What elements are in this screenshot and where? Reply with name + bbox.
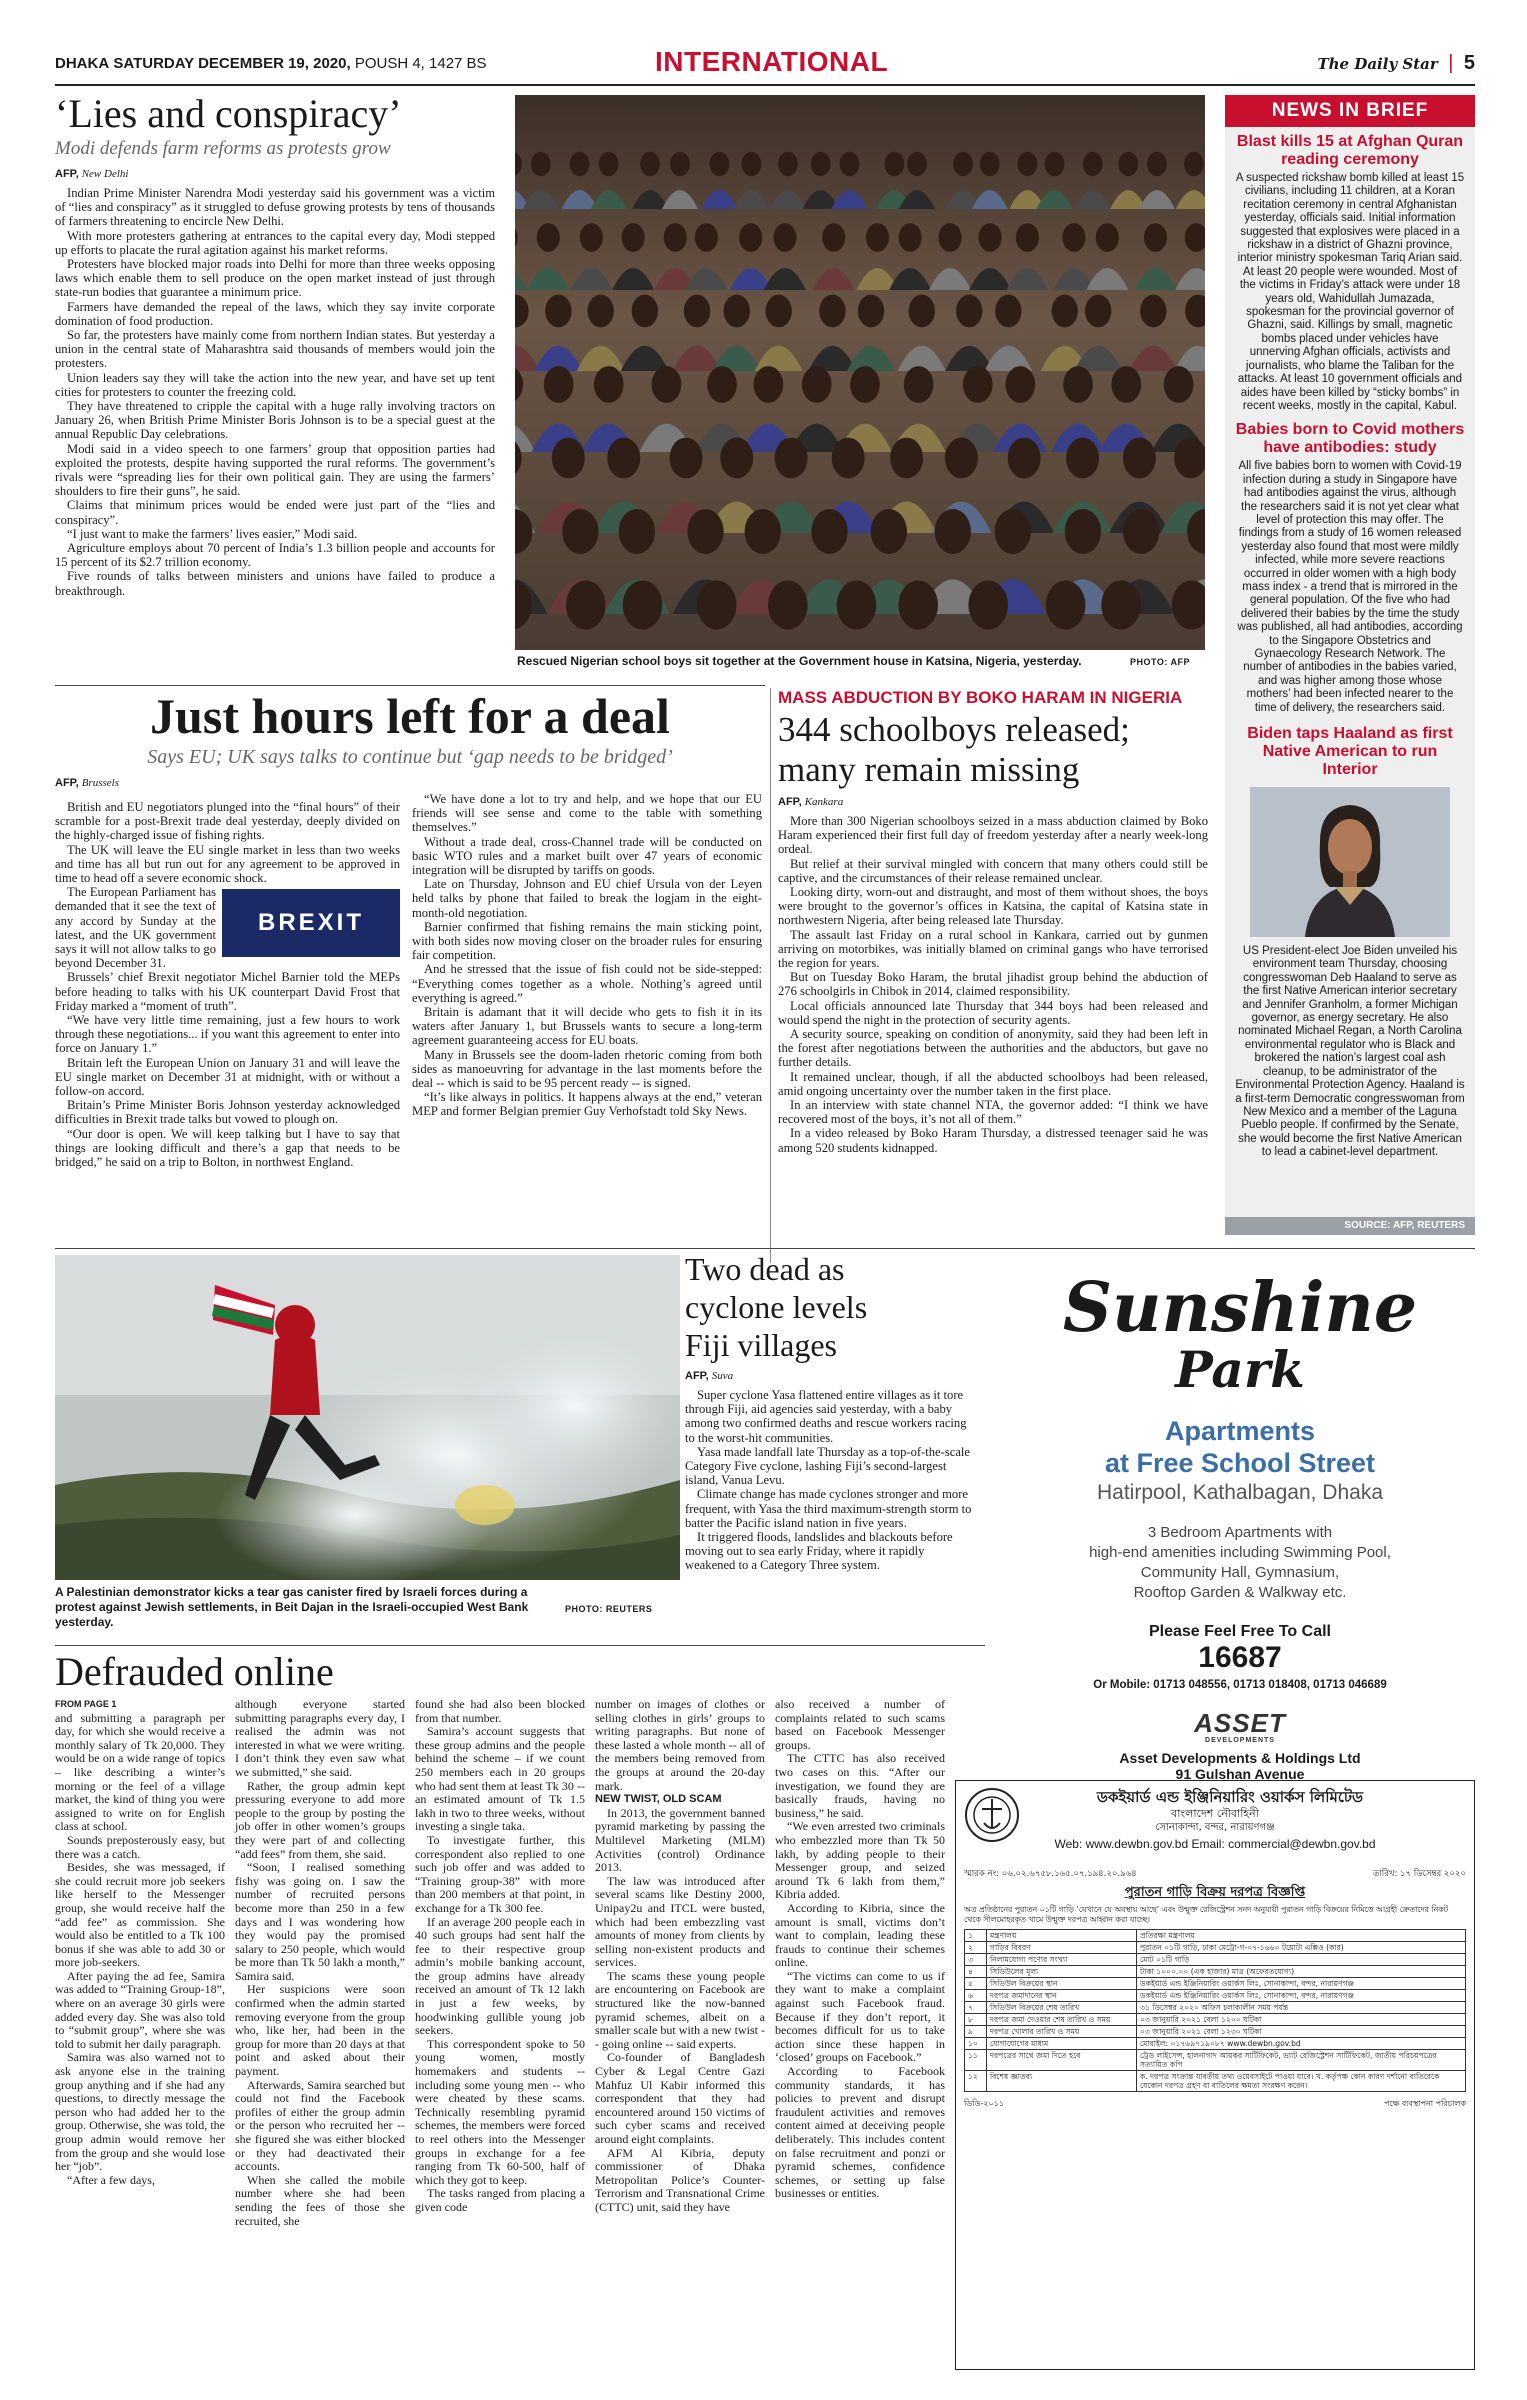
crowd-head — [741, 152, 761, 176]
ad-title-line1: Apartments — [1164, 1416, 1316, 1446]
crowd-head — [980, 152, 1000, 176]
crowd-head — [1184, 152, 1204, 176]
crowd-head — [963, 366, 993, 403]
subheading: NEW TWIST, OLD SCAM — [595, 1793, 722, 1806]
brexit-col1: British and EU negotiators plunged into the “final hours” of their scramble for a post-Brexit trade deal yesterday, deeply divided on the highly-charged issue of fishing rights. The UK will leave the EU single market in less than two weeks and time has all but run out for any agreement to be approved in time to head off a severe economic shock. BREXIT The European Parliament has demanded that it see the text of any accord by Sunday at the latest, and the UK government says it will not allow talks to go beyond December 31. Brussels’ chief Brexit negotiator Michel Barnier told the MEPs before heading to talks with his UK counterpart David Frost that Friday marked a “moment of truth”. “We have very little time remaining, just a few hours to work through these negotiations... if you want this agreement to enter into force on January 1.” Britain left the European Union on January 31 and will leave the EU single market on December 31 at midnight, with or without a follow-on accord. Britain’s Prime Minister Boris Johnson yesterday acknowledged difficulties in Brexit trade talks but vowed to plough on. “Our door is open. We will keep talking but I have to say that things are looking difficult and there’s a gap that needs to be bridged,” he said on a trip to Bolton, in northwest England. — [55, 800, 400, 1170]
crowd-head — [695, 223, 718, 252]
tender-cell-label: গাড়ির বিবরণ — [987, 1942, 1137, 1954]
tender-ref: স্মারক নং: ০৬.০২.৬৭৫৮.১৬৫.০৭.১৯৪.২০.৯৬৪ — [964, 1869, 1137, 1879]
crowd-head — [871, 509, 907, 554]
crowd-head — [765, 295, 791, 328]
defrauded-col4: number on images of clothes or selling clothes in girls’ groups to writing paragraphs. But none of these lasted a whole month -- all of the members being removed from the groups at around the 20-day mark. NEW TWIST, OLD SCAM In 2013, the government banned pyramid marketing by passing the Multilevel Marketing (MLM) Activities (control) Ordinance 2013. The law was introduced after several scams like Destiny 2000, Unipay2u and ITCL were busted, which had been embezzling vast amounts of money from clients by selling non-existent products and services. The scams these young people are encountering on Facebook are structured like the now-banned pyramid schemes, albeit on a smaller scale but with a new twist -- going online -- said experts. Co-founder of Bangladesh Cyber & Legal Centre Gazi Mahfuz Ul Kabir informed this correspondent that they had encountered around 150 victims of such cyber scams and received around eight complaints. AFM Al Kibria, deputy commissioner of Dhaka Metropolitan Police’s Counter-Terrorism and Transnational Crime (CTTC) unit, said they have — [595, 1697, 765, 2214]
crowd-head — [1144, 223, 1167, 252]
crowd-head — [619, 509, 655, 554]
headline-line2: many remain missing — [778, 750, 1080, 789]
crowd-head — [953, 152, 973, 176]
masthead: The Daily Star — [1317, 55, 1438, 73]
crowd-head — [832, 438, 865, 479]
crowd-head — [1123, 509, 1159, 554]
brexit-col2: “We have done a lot to try and help, and we hope that our EU friends will see sense and come to the table with something themselves.” Without a trade deal, cross-Channel trade will be conducted on basic WTO rules and a market built over 47 years of economic integration will be disrupted by tariffs on goods. Late on Thursday, Johnson and EU chief Ursula von der Leyen held talks by phone that failed to break the logjam in the eight-month-old negotiation. Barnier confirmed that fishing remains the main sticking point, with both sides now moving closer on the broader rules for ensuring fair competition. And he stressed that the issue of fish could not be side-stepped: “Everything comes together as a whole. Nothing’s agreed until everything is agreed.” Britain is adamant that it will decide who gets to fish it in its waters after January 1, but Brussels wants to secure a long-term agreement guaranteeing access for EU boats. Many in Brussels see the doom-laden rhetoric coming from both sides as manoeuvring for advantage in the last moments before the deal -- which is said to be 95 percent ready -- is signed. “It’s like always in politics. It happens always at the end,” veteran MEP and former Belgian premier Guy Verhofstadt told Sky News. — [412, 792, 762, 1119]
tender-cell-value: পুরাতন ০১টি গাড়ি, ঢাকা মেট্রো-গ-০৭-১৬৬০ টয়োটা এক্সিও (কার) — [1137, 1942, 1466, 1954]
navy-emblem-icon — [964, 1787, 1020, 1843]
tender-org-title: ডকইয়ার্ড এন্ড ইঞ্জিনিয়ারিং ওয়ার্কস লিমিটেড — [1096, 1788, 1364, 1806]
headline: Just hours left for a deal — [150, 688, 670, 744]
tender-row — [965, 1978, 1466, 1990]
crowd-head — [995, 295, 1021, 328]
asset-logo-text: ASSET — [1194, 1708, 1286, 1738]
tender-cell-no: ৭ — [965, 2002, 987, 2014]
crowd-head — [1016, 223, 1039, 252]
crowd-head — [545, 295, 571, 328]
tender-cell-value: মোবাইল: ০১৭৬৯৭১৯০৮৭ www.dewbn.gov.bd — [1137, 2038, 1466, 2050]
tender-row — [965, 2026, 1466, 2038]
photo-palestinian-protest — [55, 1255, 680, 1580]
story-body: Super cyclone Yasa flattened entire villages as it tore through Fiji, aid agencies said yesterday, with a baby among two confirmed deaths and rescue workers racing to the worst-hit communities. Yasa made landfall late Thursday as a top-of-the-scale Category Five cyclone, lashing Fiji’s second-largest island, Vanua Levu. Climate change has made cyclones stronger and more frequent, with Yasa the third maximum-strength storm to batter the Pacific island nation in five years. It triggered floods, landslides and blackouts before moving out to sea early Friday, where it rapidly weakened to a Category Three system. — [685, 1388, 972, 1573]
headline: ‘Lies and conspiracy’ — [55, 91, 402, 136]
crowd-head — [687, 509, 723, 554]
crowd-head — [566, 581, 606, 630]
tender-cell-value: ট্রেড লাইসেন্স, হালনাগাদ আয়কর সার্টিফিকেট, ভ্যাট রেজিস্ট্রেশন সার্টিফিকেট, জাতীয় পরিচয়পত্রের সত্যায়িত কপি — [1137, 2050, 1466, 2071]
ad-call-label: Please Feel Free To Call — [1148, 1623, 1331, 1640]
defrauded-col5: also received a number of complaints related to such scams based on Facebook Messenger groups. The CTTC has also received two cases on this. “After our investigation, we found they are basically frauds, having no business,” he said. “We even arrested two criminals who embezzled more than Tk 50 lakh, by adding people to their Messenger group, and seized around Tk 6 lakh from them,” Kibria added. According to Kibria, since the amount is small, victims don’t want to complain, leading these frauds to continue their schemes online. “The victims can come to us if they want to make a complaint against such Facebook fraud. Because if they don’t report, it becomes difficult for us to take action since these happen in ‘closed’ groups on Facebook.” According to Facebook community standards, it has policies to prevent and disrupt fraudulent activities and removes content aimed at deceiving people deliberately. This includes content on false recruitment and ponzi or pyramid schemes, confidence schemes, or setting up false businesses or entities. — [775, 1697, 945, 2201]
ad-mobile: Or Mobile: 01713 048556, 01713 018408, 01713 046689 — [1093, 1679, 1387, 1691]
tender-row — [965, 2071, 1466, 2092]
tender-address: সোনাকান্দা, বন্দর, নারায়ণগঞ্জ — [1155, 1822, 1275, 1833]
crowd-head — [531, 152, 551, 176]
crowd-head — [622, 223, 645, 252]
crowd-head — [754, 366, 784, 403]
headline-line2: cyclone levels — [685, 1289, 868, 1325]
crowd-head — [710, 152, 730, 176]
crowd-head — [979, 223, 1002, 252]
brief-source: SOURCE: AFP, REUTERS — [1225, 1217, 1475, 1235]
section-title: INTERNATIONAL — [655, 46, 889, 77]
tender-row — [965, 1942, 1466, 1954]
tender-row — [965, 2014, 1466, 2026]
ad-title-line2: at Free School Street — [1104, 1448, 1376, 1478]
defrauded-col1: FROM PAGE 1 and submitting a paragraph per day, for which she would receive a monthly salary of Tk 20,000. They would be on a wide range of topics – like describing a winter’s morning or the feel of a village market, the kind of thing you were assigned to write on for English class at school. Sounds preposterously easy, but there was a catch. Besides, she was messaged, if she could recruit more job seekers like herself to the Messenger group, she would receive half the “add fee” as commission. She would also be entitled to a Tk 100 bonus if she was able to add 30 or more job-seekers. After paying the ad fee, Samira was added to “Training Group-18”, where on an average 30 girls were added every day. She was also told to “submit group”, where she was told to submit her daily paragraph. Samira was also warned not to ask anyone else in the training group anything and if she had any questions, to directly message the person who had added her to the group. Otherwise, she was told, the group admin would remove her from the group and she would lose her “job”. “After a few days, — [55, 1699, 225, 2187]
crowd-head — [956, 295, 982, 328]
crowd-head — [866, 223, 889, 252]
tender-cell-label: দরপত্র জমা দেওয়ার শেষ তারিখ ও সময় — [987, 2014, 1137, 2026]
tender-row — [965, 1930, 1466, 1942]
tender-cell-label: মন্ত্রণালয় — [987, 1930, 1137, 1942]
crowd-head — [1096, 223, 1119, 252]
byline: AFP, Suva — [685, 1370, 734, 1382]
crowd-head — [544, 366, 574, 403]
crowd-head — [773, 223, 796, 252]
tender-cell-value: মোট ০১টি গাড়ি — [1137, 1954, 1466, 1966]
crowd-head — [652, 366, 682, 403]
crowd-head — [1101, 581, 1141, 630]
crowd-head — [1052, 295, 1078, 328]
story-defrauded — [55, 1650, 985, 1694]
crowd-head — [739, 223, 762, 252]
tender-cell-no: ৩ — [965, 1954, 987, 1966]
crowd-head — [1123, 438, 1156, 479]
crowd-head — [909, 295, 935, 328]
defrauded-col2: although everyone started submitting paragraphs every day, I realised the admin was not interested in what we were writing. I don’t think they even saw what we submitted,” she said. Rather, the group admin kept pressuring everyone to add more people to the group by posting the job offer in other women’s groups they were part of and collecting “add fees” from them, she said. “Soon, I realised something fishy was going on. I saw the number of recruited persons become more than 250 in a few days and I was wondering how they would pay the promised salary to 250 people, which would be more than Tk 50 lakh a month,” Samira said. Her suspicions were soon confirmed when the admin started removing everyone from the group who, like her, had been in the group for more than 20 days at that point and asked about their payment. Afterwards, Samira searched but could not find the Facebook profiles of either the group admin or the person who recruited her -- she figured she was either blocked or they had deactivated their accounts. When she called the mobile number where she had been sending the fees of those she recruited, she — [235, 1697, 405, 2228]
ad-features: 3 Bedroom Apartments with high-end amenities including Swimming Pool, Community Hall, Gymnasium, Rooftop Garden & Walkway etc. — [1089, 1524, 1391, 1601]
crowd-head — [1066, 438, 1099, 479]
brief-headline-haaland: Biden taps Haaland as first Native American to run Interior — [1247, 725, 1453, 779]
tender-cell-label: নিলামযোগ্য পণ্যের সংখ্যা — [987, 1954, 1137, 1966]
tender-cell-no: ২ — [965, 1942, 987, 1954]
tender-web-email: Web: www.dewbn.gov.bd Email: commercial@dewbn.gov.bd — [1054, 1837, 1376, 1851]
crowd-head — [570, 152, 590, 176]
crowd-head — [1062, 223, 1085, 252]
crowd-head — [837, 581, 877, 630]
crowd-head — [840, 152, 860, 176]
tender-cell-value: ক. দরপত্র সংক্রান্ত যাবতীয় তথ্য ওয়েবসাইটে পাওয়া যাবে। খ. কর্তৃপক্ষ কোন কারণ দর্শানো ব্যতিরেকে যেকোন দরপত্র গ্রহণ বা বাতিলের ক্ষমতা সংরক্ষণ করেন। — [1137, 2071, 1466, 2092]
brief-title-bar: NEWS IN BRIEF — [1225, 95, 1475, 127]
subhead: Modi defends farm reforms as protests grow — [55, 138, 391, 159]
crowd-head — [938, 223, 961, 252]
crowd-head — [1083, 152, 1103, 176]
story-brexit — [55, 688, 765, 795]
brief-text-haaland: US President-elect Joe Biden unveiled his environment team Thursday, choosing congresswoman Deb Haaland to serve as the first Native American interior secretary and Jennifer Granholm, a former Michigan governor, as energy secretary. He also nominated Michael Regan, a North Carolina environmental regulator who is Black and brokered the nation’s largest coal ash cleanup, to be administrator of the Environmental Protection Agency. Haaland is a first-term Democratic congresswoman from New Mexico and a member of the Laguna Pueblo people. If confirmed by the Senate, she would become the first Native American to lead a cabinet-level department. — [1235, 945, 1465, 1159]
byline: AFP, Kankara — [778, 796, 844, 808]
portrait-illustration — [1250, 787, 1450, 937]
crowd-head — [1164, 366, 1194, 403]
crowd-head — [707, 366, 737, 403]
crowd-head — [802, 366, 832, 403]
crowd-head — [935, 509, 971, 554]
crowd-head — [898, 581, 938, 630]
tender-cell-label: সিডিউল বিক্রয়ের শেষ তারিখ — [987, 2002, 1137, 2014]
tender-date: তারিখ: ১৭ ডিসেম্বর ২০২০ — [1372, 1869, 1466, 1879]
brexit-graphic: BREXIT — [222, 889, 400, 957]
tender-cell-value: ০৩ জানুয়ারি ২০২১ বেলা ১২০০ ঘটিকা — [1137, 2014, 1466, 2026]
ad-address: 91 Gulshan Avenue — [1175, 1766, 1305, 1782]
crowd-head — [1111, 366, 1141, 403]
crowd-head — [562, 509, 598, 554]
tender-cell-no: ৪ — [965, 1966, 987, 1978]
crowd-head — [1147, 152, 1167, 176]
tender-cell-no: ১০ — [965, 2038, 987, 2050]
dateline: DHAKA SATURDAY DECEMBER 19, 2020, POUSH 4, 1427 BS — [55, 55, 487, 72]
crowd-head — [995, 509, 1031, 554]
photo-credit: PHOTO: REUTERS — [565, 1604, 653, 1614]
tender-org-subtitle: বাংলাদেশ নৌবাহিনী — [1171, 1807, 1259, 1820]
story-nigeria — [778, 688, 1208, 1155]
crowd-head — [552, 438, 585, 479]
from-page-label: FROM PAGE 1 — [55, 1699, 117, 1709]
crowd-head — [1063, 366, 1093, 403]
brand-line2: Park — [1175, 1340, 1305, 1399]
tender-intro: অত্র প্রতিষ্ঠানের পুরাতন ০১টি গাড়ি ‘যেখানে যে অবস্থায় আছে’ এবং উন্মুক্ত রেজিস্ট্রেশন সনদ অনুযায়ী পুরাতন গাড়ি বিক্রয়ের নিমিত্তে আগ্রহী ক্রেতাদের নিকট থেকে সীলমোহরকৃত খামে উন্মুক্ত দরপত্র আহ্বান করা যাচ্ছে। — [964, 1905, 1448, 1924]
tender-cell-no: ৫ — [965, 1978, 987, 1990]
crowd-head — [907, 152, 927, 176]
tender-row — [965, 1990, 1466, 2002]
crowd-head — [697, 581, 737, 630]
crowd-head — [1046, 581, 1086, 630]
masthead-area: The Daily Star | 5 — [1317, 52, 1475, 74]
crowd-head — [775, 438, 808, 479]
news-in-brief — [1225, 95, 1475, 1235]
story-body: Indian Prime Minister Narendra Modi yesterday said his government was a victim of “lies and conspiracy” as it struggled to defuse growing protests by tens of thousands of farmers threatening to encircle New Delhi. With more protesters gathering at entrances to the capital every day, Modi stepped up efforts to placate the rural agitation against his market reforms. Protesters have blocked major roads into Delhi for more than three weeks opposing laws which enable them to sell produce on the open market instead of just through state-run bodies that guarantee a minimum price. Farmers have demanded the repeal of the laws, which they say invite corporate domination of food production. So far, the protesters have mainly come from northern Indian states. But yesterday a union in the central state of Maharashtra said thousands of members would join the protesters. Union leaders say they will take the action into the new year, and have set up tent cities for protesters to counter the freezing cold. They have threatened to cripple the capital with a huge rally involving tractors on January 26, when British Prime Minister Boris Johnson is to be a special guest at the annual Republic Day celebrations. Modi said in a video speech to one farmers’ group that opposition parties had exploited the protests, despite having supported the rural reforms. The government’s rivals were “spreading lies for their own political gain. They are using the farmers’ shoulders to fire their guns”, he said. Claims that minimum prices would be ended were just part of the “lies and conspiracy”. “I just want to make the farmers’ lives easier,” Modi said. Agriculture employs about 70 percent of India’s 1.3 billion people and accounts for 15 percent of its $2.7 trillion economy. Five rounds of talks between ministers and unions have failed to produce a breakthrough. — [55, 186, 495, 598]
photo-caption: Rescued Nigerian school boys sit together at the Government house in Katsina, Nigeria, yesterday. — [517, 654, 1082, 668]
headline-line1: Two dead as — [685, 1251, 845, 1287]
story-body: More than 300 Nigerian schoolboys seized in a mass abduction claimed by Boko Haram experienced their first full day of freedom yesterday after a nearly week-long ordeal. But relief at their survival mingled with concern that many others could still be captive, and the circumstances of their release remained unclear. Looking dirty, worn-out and distraught, and most of them without shoes, the boys were brought to the governor’s offices in Katsina, the capital of Katsina state in northwestern Nigeria, after being released late Thursday. The assault last Friday on a rural school in Kankara, carried out by gunmen arriving on motorbikes, was initially blamed on criminal gangs who have terrorised the region for years. But on Tuesday Boko Haram, the brutal jihadist group behind the abduction of 276 schoolgirls in Chibok in 2014, claimed responsibility. Local officials announced late Thursday that 344 boys had been released and would spend the night in the protection of security agents. A security source, speaking on condition of anonymity, said they had been left in the forest after negotiations between the authorities and the abductors, but gave no further details. It remained unclear, though, if all the abducted schoolboys had been released, amid ongoing uncertainty over the number taken in the first place. In an interview with state channel NTA, the governor added: “I think we have recovered most of the boys, it’s not all of them.” In a video released by Boko Haram Thursday, a distressed teenager said he was among 520 students kidnapped. — [778, 814, 1208, 1155]
tender-cell-label: সিডিউল বিক্রয়ের স্থান — [987, 1978, 1137, 1990]
brand-line1: Sunshine — [1062, 1268, 1418, 1348]
crowd-head — [884, 152, 904, 176]
asset-logo — [1185, 1709, 1295, 1744]
crowd-head — [1140, 295, 1166, 328]
tender-row — [965, 1954, 1466, 1966]
crowd-head — [664, 223, 687, 252]
crowd-head — [811, 152, 831, 176]
crowd-head — [904, 366, 934, 403]
crowd-head — [684, 295, 710, 328]
crowd-head — [899, 223, 922, 252]
crowd-head — [745, 509, 781, 554]
ad-company: Asset Developments & Holdings Ltd — [1119, 1750, 1361, 1766]
tender-cell-value: ০৩ জানুয়ারি ২০২১ বেলা ১২৩০ ঘটিকা — [1137, 2026, 1466, 2038]
brief-headline-afghan: Blast kills 15 at Afghan Quran reading ceremony — [1236, 133, 1464, 168]
brief-text-covid: All five babies born to women with Covid-19 infection during a study in Singapore have had antibodies against the virus, although the researchers said it is not yet clear what level of protection this may offer. The findings from a study of 16 women released yesterday also found that most were mildly infected, while more severe reactions occurred in older women with a high body mass index - a trend that is mirrored in the general population. Of the five who had delivered their babies by the time the study was published, all had antibodies, according to the Singapore Obstetrics and Gynaecology Research Network. The number of antibodies in the babies varied, and was higher among those whose mothers’ had been infected nearer to the time of delivery, the researchers said. — [1237, 460, 1463, 714]
tender-code: ডিডি-২০১১ — [964, 2099, 1005, 2108]
brief-headline-covid: Babies born to Covid mothers have antibodies: study — [1235, 421, 1465, 457]
tender-cell-value: ডকইয়ার্ড এন্ড ইঞ্জিনিয়ারিং ওয়ার্কস লিঃ, সোনাকান্দা, বন্দর, নারায়ণগঞ্জ — [1137, 1978, 1466, 1990]
tender-cell-value: প্রতিরক্ষা মন্ত্রণালয় — [1137, 1930, 1466, 1942]
tender-cell-no: ৬ — [965, 1990, 987, 2002]
page-number: 5 — [1463, 52, 1475, 74]
crowd-head — [588, 295, 614, 328]
byline: AFP, New Delhi — [55, 168, 129, 180]
crowd-head — [1045, 152, 1065, 176]
tender-notice — [955, 1780, 1475, 2370]
tender-signatory: পক্ষে ব্যবস্থাপনা পরিচালক — [1384, 2099, 1466, 2108]
tender-cell-no: ১২ — [965, 2071, 987, 2092]
crowd-head — [768, 581, 808, 630]
tender-cell-label: সিডিউলের মূল্য — [987, 1966, 1137, 1978]
protest-photo-illustration — [55, 1255, 680, 1580]
tender-row — [965, 1966, 1466, 1978]
crowd-head — [632, 295, 658, 328]
crowd-head — [1008, 438, 1041, 479]
crowd-head — [850, 366, 880, 403]
tender-cell-label: দরপত্রের সাথে জমা দিতে হবে — [987, 2050, 1137, 2071]
crowd-head — [623, 581, 663, 630]
headline: Defrauded online — [55, 1649, 334, 1694]
crowd-head — [890, 438, 923, 479]
tender-cell-value: ডকইয়ার্ড এন্ড ইঞ্জিনিয়ারিং ওয়ার্কস লিঃ, সোনাকান্দা, বন্দর, নারায়ণগঞ্জ — [1137, 1990, 1466, 2002]
brief-text-afghan: A suspected rickshaw bomb killed at least 15 civilians, including 11 children, at a Koran recitation ceremony in central Afghanistan yesterday, officials said. Initial information suggested that explosives were placed in a rickshaw in a district of Ghazni province, interior ministry spokesman Tariq Arian said. At least 20 people were wounded. Most of the victims in Friday’s attack were under 18 years old, Wahidullah Jumazada, spokesman for the provincial governor of Ghazni, said. Killings by small, magnetic bombs placed under vehicles have unnerving Afghan officials, activists and journalists, who blame the Taliban for the attacks. At least 10 government officials and aides have been killed by “sticky bombs” in recent weeks, mostly in the capital, Kabul. — [1235, 172, 1465, 412]
ad-sunshine-park — [1005, 1255, 1475, 1782]
story-farm-protests — [55, 92, 495, 598]
byline: AFP, Brussels — [55, 777, 119, 789]
crowd-head — [537, 223, 560, 252]
tender-cell-label: বিশেষ জ্ঞাতব্য — [987, 2071, 1137, 2092]
kicker: MASS ABDUCTION BY BOKO HARAM IN NIGERIA — [778, 688, 1183, 707]
crowd-head — [1005, 366, 1035, 403]
tender-cell-label: দরপত্র খোলার তারিখ ও সময় — [987, 2026, 1137, 2038]
crowd-head — [580, 223, 603, 252]
ad-location: Hatirpool, Kathalbagan, Dhaka — [1096, 1481, 1384, 1504]
tender-row — [965, 2038, 1466, 2050]
tender-cell-no: ১ — [965, 1930, 987, 1942]
page-header — [55, 46, 1475, 84]
crowd-head — [599, 152, 619, 176]
tender-cell-label: যোগাযোগের মাধ্যম — [987, 2038, 1137, 2050]
crowd-head — [607, 438, 640, 479]
tender-row — [965, 2002, 1466, 2014]
photo-nigerian-schoolboys — [515, 95, 1205, 650]
crowd-head — [670, 152, 690, 176]
crowd-head — [1118, 152, 1138, 176]
crowd-head — [822, 223, 845, 252]
crowd-head — [819, 295, 845, 328]
tender-cell-value: টাকা ১০০০.০০ (এক হাজার) মাত্র (অফেরতযোগ্য) — [1137, 1966, 1466, 1978]
tender-notice-title: পুরাতন গাড়ি বিক্রয় দরপত্র বিজ্ঞপ্তি — [1124, 1885, 1306, 1900]
crowd-head — [945, 438, 978, 479]
haaland-photo — [1250, 787, 1450, 937]
asset-logo-sub: DEVELOPMENTS — [1205, 1737, 1275, 1744]
crowd-head — [720, 438, 753, 479]
ad-hotline: 16687 — [1198, 1641, 1282, 1674]
crowd-head — [640, 152, 660, 176]
crowd-head — [811, 509, 847, 554]
crowd-head — [968, 581, 1008, 630]
tender-cell-no: ১১ — [965, 2050, 987, 2071]
tender-cell-label: দরপত্র জমাদানের স্থান — [987, 1990, 1137, 2002]
tender-cell-no: ৮ — [965, 2014, 987, 2026]
tender-row — [965, 2050, 1466, 2071]
headline-line1: 344 schoolboys released; — [778, 710, 1130, 749]
crowd-head — [724, 295, 750, 328]
subhead: Says EU; UK says talks to continue but ‘gap needs to be bridged’ — [147, 746, 673, 768]
crowd-head — [778, 152, 798, 176]
photo-caption: A Palestinian demonstrator kicks a tear gas canister fired by Israeli forces during a protest against Jewish settlements, in Beit Dajan in the Israeli-occupied West Bank yesterday. — [55, 1585, 529, 1629]
tender-table — [964, 1929, 1466, 2092]
defrauded-col3: found she had also been blocked from that number. Samira’s account suggests that these group admins and the people behind the scheme – if we count 250 members each in 20 groups who had sent them at least Tk 30 -- an estimated amount of Tk 1.5 lakh in two to three weeks, without investing a single taka. To investigate further, this correspondent also replied to one such job offer and was added to “Training group-38” with more than 200 members at that point, in exchange for a Tk 300 fee. If an average 200 people each in 40 such groups had sent half the fee to their respective group admin’s mobile banking account, the group admins have already received an amount of Tk 12 lakh in just a few weeks, by hoodwinking gullible young job seekers. This correspondent spoke to 50 young women, mostly homemakers and students -- including some young men -- who were cheated by these scams. Technically resembling pyramid schemes, the members were forced to reel others into the Messenger groups in exchange for a fee ranging from Tk 60-500, half of which they got to keep. The tasks ranged from placing a given code — [415, 1697, 585, 2214]
crowd-head — [1065, 509, 1101, 554]
crowd-head — [1085, 295, 1111, 328]
headline-line3: Fiji villages — [685, 1327, 837, 1363]
story-fiji — [685, 1250, 975, 1573]
crowd-head — [670, 438, 703, 479]
crowd-head — [594, 366, 624, 403]
tender-cell-no: ৯ — [965, 2026, 987, 2038]
photo-credit: PHOTO: AFP — [1130, 657, 1191, 667]
crowd-head — [1018, 152, 1038, 176]
schoolboys-photo-illustration — [515, 95, 1205, 650]
crowd-head — [858, 295, 884, 328]
tender-cell-value: ৩১ ডিসেম্বর ২০২০ অফিস চলাকালীন সময় পর্যন্ত — [1137, 2002, 1466, 2014]
